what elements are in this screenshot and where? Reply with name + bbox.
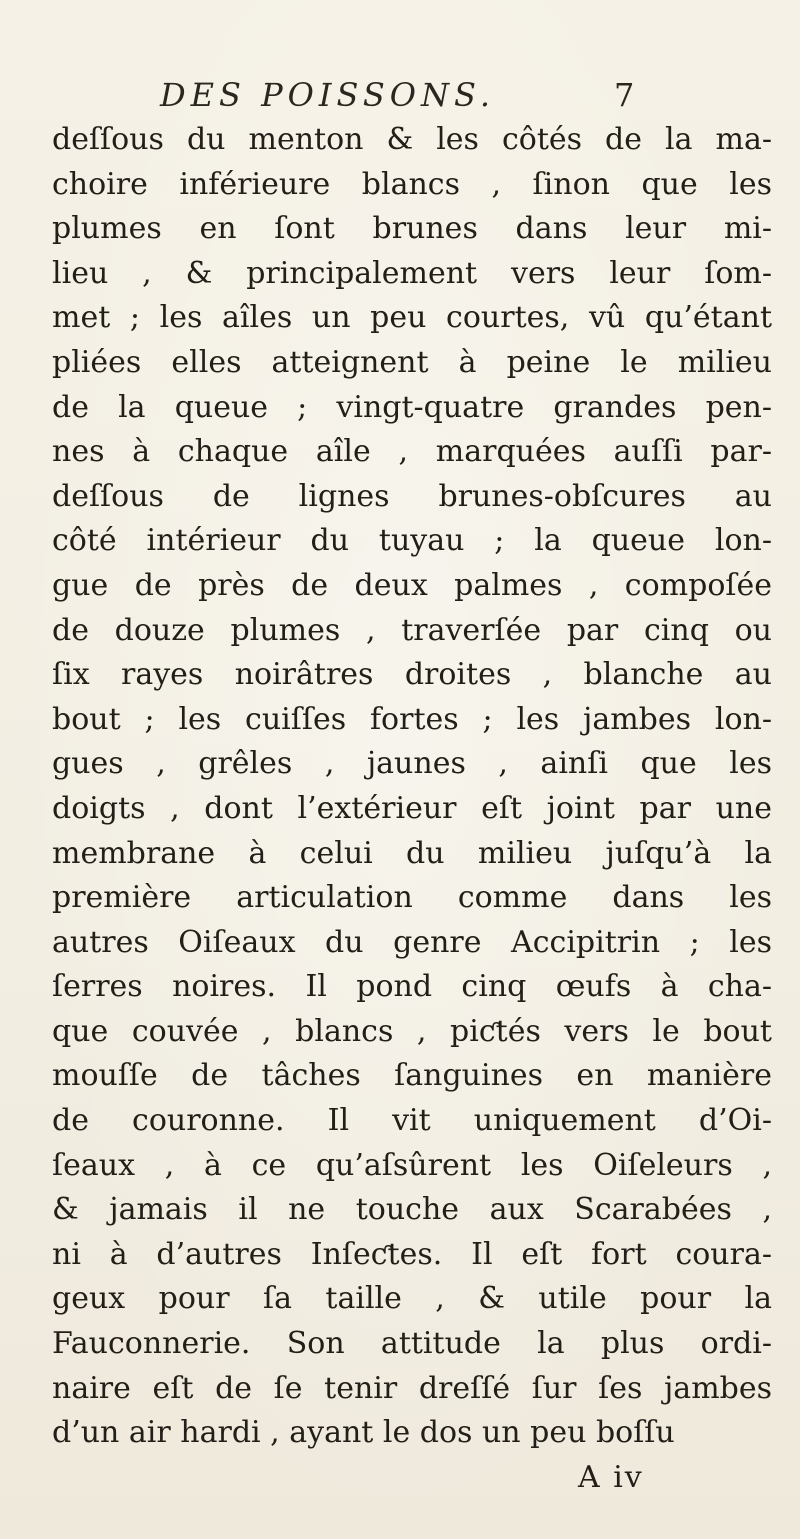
- text-line: côté intérieur du tuyau ; la queue lon-: [52, 523, 772, 559]
- body-text: [52, 118, 772, 1456]
- text-line: d’un air hardi , ayant le dos un peu boſſu: [52, 1415, 675, 1451]
- text-line: lieu , & principalement vers leur ſom-: [52, 255, 772, 291]
- text-line: deſſous du menton & les côtés de la ma-: [52, 122, 772, 157]
- text-line: plumes en ſont brunes dans leur mi-: [52, 211, 772, 247]
- text-line: deſſous de lignes brunes-obſcures au: [52, 478, 772, 514]
- text-line: première articulation comme dans les: [52, 880, 772, 916]
- text-line: nes à chaque aîle , marquées auſſi par-: [52, 434, 772, 470]
- text-line: membrane à celui du milieu juſqu’à la: [52, 835, 772, 871]
- signature-mark: A iv: [578, 1460, 644, 1495]
- text-line: ſerres noires. Il pond cinq œufs à cha-: [52, 969, 772, 1005]
- text-line: pliées elles atteignent à peine le milieu: [52, 344, 772, 380]
- text-line: que couvée , blancs , piƈtés vers le bout: [52, 1013, 772, 1049]
- text-line: gues , grêles , jaunes , ainſi que les: [52, 746, 772, 782]
- text-line: Fauconnerie. Son attitude la plus ordi-: [52, 1326, 772, 1362]
- text-line: ſeaux , à ce qu’aſsûrent les Oiſeleurs ,: [52, 1147, 772, 1183]
- text-line: de la queue ; vingt-quatre grandes pen-: [52, 389, 772, 425]
- text-line: gue de près de deux palmes , compoſée: [52, 567, 772, 603]
- text-line: de couronne. Il vit uniquement d’Oi-: [52, 1103, 772, 1139]
- text-line: ni à d’autres Inſeƈtes. Il eſt fort coura-: [52, 1236, 772, 1272]
- page-number: 7: [614, 76, 635, 114]
- text-line: bout ; les cuiſſes fortes ; les jambes lon-: [52, 701, 772, 737]
- running-title: DES POISSONS.: [160, 76, 495, 114]
- running-head: [0, 76, 800, 116]
- text-line: & jamais il ne touche aux Scarabées ,: [52, 1192, 772, 1228]
- text-line: ſix rayes noirâtres droites , blanche au: [52, 657, 772, 693]
- text-line: autres Oiſeaux du genre Accipitrin ; les: [52, 924, 772, 960]
- text-line: geux pour ſa taille , & utile pour la: [52, 1281, 772, 1317]
- text-line: de douze plumes , traverſée par cinq ou: [52, 612, 772, 648]
- text-line: met ; les aîles un peu courtes, vû qu’étant: [52, 300, 772, 336]
- text-line: naire eſt de ſe tenir dreſſé ſur ſes jambes: [52, 1370, 772, 1406]
- text-line: doigts , dont l’extérieur eſt joint par une: [52, 790, 772, 826]
- text-line: mouſſe de tâches ſanguines en manière: [52, 1058, 772, 1094]
- text-line: choire inférieure blancs , ſinon que les: [52, 166, 772, 202]
